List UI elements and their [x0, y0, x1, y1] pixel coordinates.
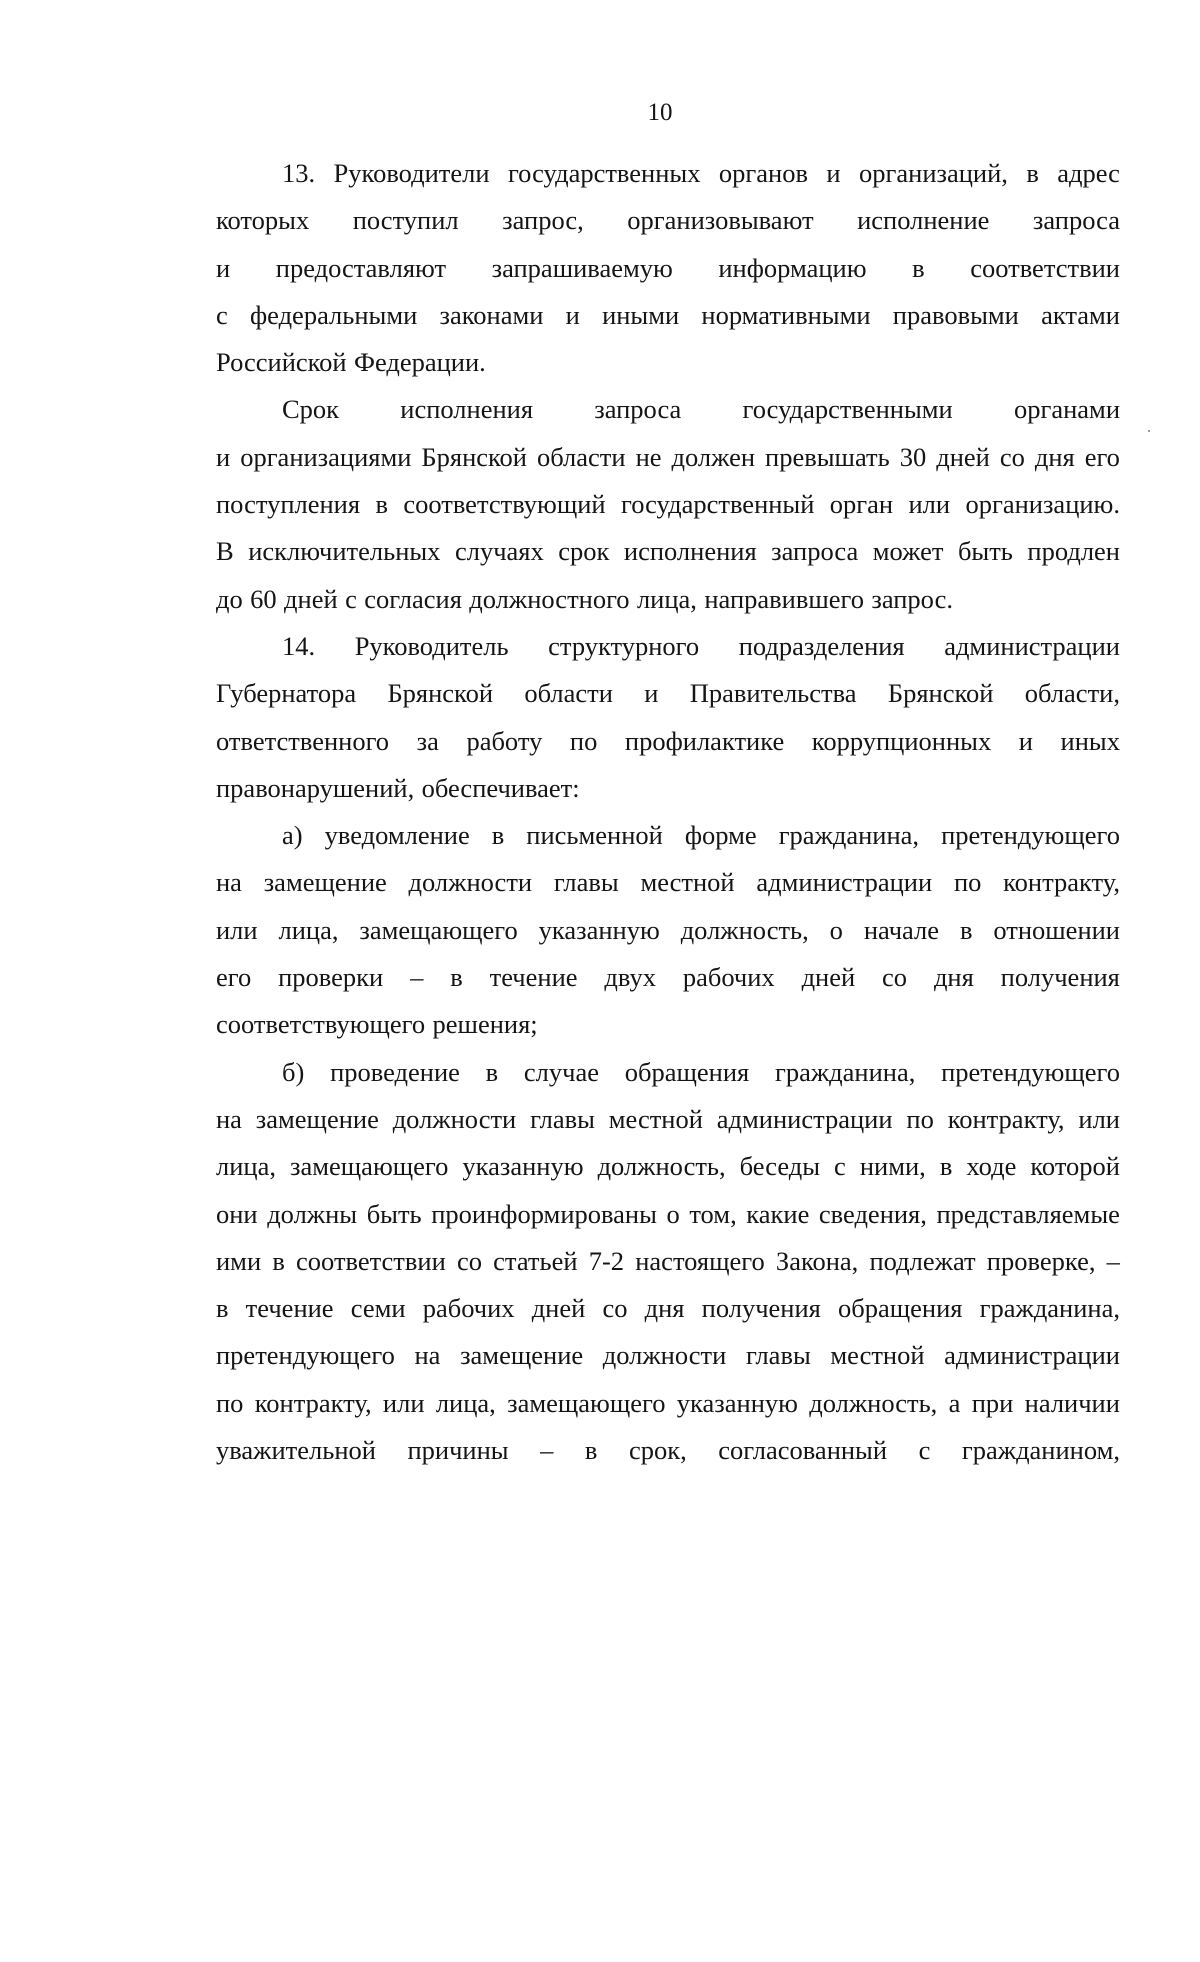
document-word: подразделения — [738, 630, 905, 661]
document-word: ходе — [966, 1151, 1017, 1182]
document-word: б) — [282, 1056, 305, 1087]
document-word: дней — [284, 583, 338, 614]
document-word: его — [216, 962, 252, 993]
document-word: коррупционных — [811, 725, 992, 756]
document-word: срок, — [628, 1435, 687, 1466]
document-word: ими — [216, 1245, 262, 1276]
document-word: со — [602, 1293, 628, 1324]
document-word: проверке, — [986, 1245, 1096, 1276]
document-word: случаях — [454, 536, 544, 567]
document-word: форме — [684, 820, 757, 851]
document-word: в — [959, 914, 973, 945]
document-word: гражданина, — [979, 1293, 1120, 1324]
document-word: рабочих — [682, 962, 775, 993]
document-word: указанную — [676, 1387, 798, 1418]
document-word: главы — [745, 1340, 811, 1371]
document-line — [216, 481, 1120, 528]
document-word: области — [536, 441, 626, 472]
document-word: по — [569, 725, 598, 756]
document-word: продлен — [1027, 536, 1120, 567]
document-line — [216, 1427, 1120, 1474]
document-word: и — [216, 252, 231, 283]
document-word: 14. — [282, 630, 316, 661]
document-word: на — [216, 867, 242, 898]
document-word: должен — [671, 441, 756, 472]
document-word: области — [524, 678, 613, 709]
document-word: дней — [936, 441, 990, 472]
document-word: или — [216, 914, 258, 945]
document-word: представляемые — [936, 1198, 1120, 1229]
document-word: исключительных — [248, 536, 441, 567]
document-word: срок — [558, 536, 610, 567]
document-word: Правительства — [689, 678, 857, 709]
document-line — [216, 386, 1120, 433]
document-word: должность, — [809, 1387, 938, 1418]
document-word: в — [584, 1435, 598, 1466]
document-word: и — [644, 678, 659, 709]
document-line — [216, 1049, 1120, 1096]
document-word: иными — [602, 299, 680, 330]
document-word: запроса — [771, 536, 859, 567]
document-word: подлежат — [869, 1245, 976, 1276]
document-word: контракту, — [254, 1387, 372, 1418]
document-word: претендующего — [216, 1340, 395, 1371]
document-word: главы — [530, 1103, 595, 1134]
document-word: администрации — [944, 630, 1120, 661]
document-word: получения — [1000, 962, 1120, 993]
document-word: на — [216, 1103, 242, 1134]
document-word: а) — [282, 820, 303, 851]
document-word: претендующего — [941, 1056, 1120, 1087]
document-word: по — [906, 1103, 934, 1134]
document-word: в — [272, 1245, 285, 1276]
document-word: указанную — [462, 1151, 584, 1182]
document-word: государственный — [621, 489, 815, 520]
document-word: дней — [531, 1293, 586, 1324]
document-word: соответствующий — [403, 489, 606, 520]
document-word: проведение — [330, 1056, 460, 1087]
document-word: – — [410, 962, 424, 993]
document-word: Брянской — [887, 678, 994, 709]
document-word: обращения — [838, 1293, 963, 1324]
document-line — [216, 528, 1120, 575]
document-word: причины — [407, 1435, 509, 1466]
document-word: запрос. — [871, 583, 953, 614]
document-word: течение — [489, 962, 578, 993]
document-word: проверки — [278, 962, 384, 993]
document-word: статьей — [493, 1245, 578, 1276]
document-word: актами — [1041, 299, 1120, 330]
document-word: по — [953, 867, 982, 898]
document-word: семи — [350, 1293, 406, 1324]
document-word: должности — [408, 867, 533, 898]
document-word: дня — [1034, 441, 1075, 472]
document-word: должность, — [680, 914, 809, 945]
document-word: в — [450, 962, 463, 993]
document-word: уважительной — [216, 1435, 376, 1466]
document-word: должности — [392, 1103, 517, 1134]
document-word: наличии — [1024, 1387, 1120, 1418]
document-word: рабочих — [422, 1293, 515, 1324]
document-word: проинформированы — [431, 1198, 657, 1229]
document-line — [216, 1001, 1120, 1048]
document-line — [216, 1096, 1120, 1143]
document-word: запрашиваемую — [491, 252, 673, 283]
document-word: в — [375, 489, 388, 520]
document-line — [216, 1238, 1120, 1285]
document-word: и — [826, 158, 841, 188]
document-word: должность, — [597, 1151, 726, 1182]
document-word: соответствующего — [216, 1009, 426, 1040]
document-word: претендующего — [941, 820, 1120, 851]
document-word: замещающего — [507, 1387, 666, 1418]
document-word: адрес — [1057, 158, 1120, 188]
document-word: Брянской — [387, 678, 493, 709]
document-word: администрации — [944, 1340, 1120, 1371]
document-word: или — [382, 1387, 425, 1418]
document-word: органами — [1013, 394, 1120, 425]
document-line — [216, 1332, 1120, 1379]
document-word: ними, — [859, 1151, 926, 1182]
document-word: Руководители — [333, 158, 490, 188]
document-line — [216, 718, 1120, 765]
document-word: лица, — [278, 914, 339, 945]
page-number: 10 — [647, 99, 673, 126]
document-word: органов — [718, 158, 808, 188]
document-body — [216, 150, 1120, 1474]
document-word: профилактике — [624, 725, 785, 756]
document-word: организациями — [240, 441, 412, 472]
document-word: государственными — [742, 394, 953, 425]
document-word: – — [540, 1435, 554, 1466]
document-word: иных — [1060, 725, 1120, 756]
document-word: письменной — [526, 820, 663, 851]
document-line — [216, 859, 1120, 906]
document-word: указанную — [538, 914, 660, 945]
document-word: на — [414, 1340, 441, 1371]
document-word: замещение — [263, 867, 387, 898]
document-word: начале — [863, 914, 940, 945]
document-word: Брянской — [421, 441, 527, 472]
document-word: может — [872, 536, 944, 567]
document-word: том, — [689, 1198, 737, 1229]
document-word: замещающего — [359, 914, 518, 945]
document-word: лица, — [435, 1387, 496, 1418]
document-line — [216, 150, 1120, 197]
document-word: 30 — [899, 441, 927, 472]
document-word: области, — [1024, 678, 1120, 709]
document-word: администрации — [716, 1103, 893, 1134]
document-word: с — [345, 583, 357, 614]
document-word: замещающего — [290, 1151, 449, 1182]
document-word: превышать — [765, 441, 890, 472]
document-word: исполнение — [857, 205, 990, 236]
document-word: со — [456, 1245, 482, 1276]
document-line — [216, 1143, 1120, 1190]
document-line — [216, 245, 1120, 292]
document-word: и — [565, 299, 580, 330]
document-word: запроса — [594, 394, 682, 425]
document-word: течение — [245, 1293, 334, 1324]
document-word: лица, — [636, 583, 697, 614]
document-word: в — [491, 820, 505, 851]
document-line — [216, 292, 1120, 339]
document-word: организацию. — [965, 489, 1120, 520]
document-word: гражданина, — [774, 1056, 916, 1087]
document-word: структурного — [548, 630, 700, 661]
document-word: дня — [933, 962, 974, 993]
document-word: контракту, — [1003, 867, 1120, 898]
document-word: Руководитель — [354, 630, 509, 661]
document-word: направившего — [704, 583, 864, 614]
document-word: его — [1084, 441, 1120, 472]
document-word: за — [416, 725, 439, 756]
document-word: в — [485, 1056, 499, 1087]
document-word: или — [908, 489, 951, 520]
document-word: орган — [829, 489, 894, 520]
document-word: должности — [602, 1340, 727, 1371]
document-word: по — [216, 1387, 244, 1418]
document-word: двух — [604, 962, 656, 993]
document-word: предоставляют — [275, 252, 447, 283]
document-word: запроса — [1032, 205, 1120, 236]
document-word: соответствии — [970, 252, 1120, 283]
document-word: местной — [608, 1103, 703, 1134]
document-word: правонарушений, — [216, 772, 415, 803]
document-word: отношении — [993, 914, 1120, 945]
document-line — [216, 1285, 1120, 1332]
document-word: государственных — [507, 158, 701, 188]
document-word: дня — [644, 1293, 685, 1324]
document-word: замещение — [460, 1340, 584, 1371]
document-line — [216, 907, 1120, 954]
document-line — [216, 765, 1120, 812]
document-word: быть — [957, 536, 1013, 567]
document-word: со — [882, 962, 908, 993]
document-word: должностного — [469, 583, 630, 614]
document-word: или — [1078, 1103, 1120, 1134]
document-word: организаций, — [859, 158, 1008, 188]
document-word: согласия — [364, 583, 462, 614]
document-word: они — [216, 1198, 258, 1229]
document-word: до — [216, 583, 243, 614]
document-word: а — [948, 1387, 961, 1418]
document-word: лица, — [216, 1151, 276, 1182]
document-word: организовывают — [627, 205, 814, 236]
document-word: Федерации. — [354, 347, 486, 378]
document-word: быть — [366, 1198, 422, 1229]
document-word: в — [216, 1293, 229, 1324]
document-word: с — [216, 299, 228, 330]
document-word: поступил — [352, 205, 459, 236]
document-word: должны — [267, 1198, 358, 1229]
document-word: случае — [523, 1056, 599, 1087]
document-word: которой — [1030, 1151, 1120, 1182]
document-word: соответствии — [296, 1245, 446, 1276]
document-word: контракту, — [947, 1103, 1065, 1134]
document-word: законами — [439, 299, 544, 330]
document-line — [216, 1191, 1120, 1238]
document-word: решения; — [432, 1009, 538, 1040]
document-line — [216, 197, 1120, 244]
document-word: настоящего — [635, 1245, 765, 1276]
document-line — [216, 812, 1120, 859]
document-word: сведения, — [818, 1198, 927, 1229]
document-word: не — [635, 441, 662, 472]
document-word: работу — [466, 725, 543, 756]
document-word: местной — [640, 867, 735, 898]
document-word: в — [939, 1151, 953, 1182]
document-word: при — [971, 1387, 1014, 1418]
document-word: местной — [830, 1340, 925, 1371]
document-line — [216, 1380, 1120, 1427]
document-word: администрации — [756, 867, 933, 898]
document-line — [216, 339, 1120, 386]
document-word: с — [918, 1435, 931, 1466]
document-word: дней — [801, 962, 856, 993]
document-line — [216, 954, 1120, 1001]
document-word: беседы — [739, 1151, 821, 1182]
document-word: в — [1026, 158, 1039, 188]
document-word: 60 — [250, 583, 277, 614]
document-word: обеспечивает: — [421, 772, 580, 803]
document-word: в — [912, 252, 925, 283]
document-word: получения — [701, 1293, 821, 1324]
document-word: 7-2 — [588, 1245, 625, 1276]
document-word: Российской — [216, 347, 347, 378]
document-word: исполнения — [623, 536, 757, 567]
document-word: которых — [216, 205, 310, 236]
document-word: замещение — [255, 1103, 379, 1134]
document-word: исполнения — [400, 394, 534, 425]
document-word: и — [1018, 725, 1033, 756]
document-word: информацию — [718, 252, 867, 283]
document-word: ответственного — [216, 725, 390, 756]
document-word: о — [666, 1198, 680, 1229]
document-word: главы — [553, 867, 619, 898]
document-word: согласованный — [718, 1435, 888, 1466]
document-word: поступления — [216, 489, 361, 520]
document-word: правовыми — [892, 299, 1019, 330]
document-word: Закона, — [775, 1245, 859, 1276]
document-word: уведомление — [324, 820, 470, 851]
document-word: В — [216, 536, 234, 567]
document-word: гражданина, — [778, 820, 920, 851]
scan-speck — [1148, 430, 1150, 432]
document-word: с — [834, 1151, 846, 1182]
document-word: гражданином, — [961, 1435, 1120, 1466]
document-word: федеральными — [249, 299, 418, 330]
document-word: о — [829, 914, 843, 945]
document-word: обращения — [624, 1056, 750, 1087]
document-word: нормативными — [701, 299, 871, 330]
document-line — [216, 670, 1120, 717]
document-word: какие — [746, 1198, 810, 1229]
document-word: 13. — [282, 158, 316, 188]
document-word: – — [1106, 1245, 1120, 1276]
document-word: Срок — [282, 394, 340, 425]
document-word: Губернатора — [216, 678, 357, 709]
document-word: со — [999, 441, 1025, 472]
document-line — [216, 434, 1120, 481]
document-word: запрос, — [502, 205, 584, 236]
document-line — [216, 576, 1120, 623]
document-line — [216, 623, 1120, 670]
document-word: и — [216, 441, 231, 472]
